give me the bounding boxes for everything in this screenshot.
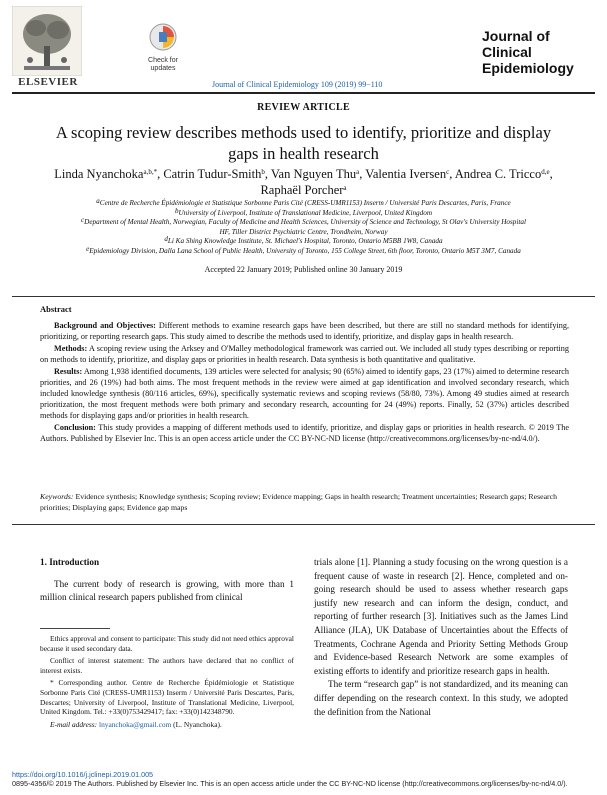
abstract-section: Conclusion: This study provides a mapping of different methods used to identify, prioritize, and display gaps or priorities in health research. © 2019 The Authors. Published by Elsevier Inc. This is an open access article under the CC BY-NC-ND license (http://creativecommons.org/licenses/by-nc-nd/4.0/).: [40, 423, 569, 443]
author-affiliation-marker[interactable]: a,b,*: [143, 168, 158, 176]
author-name[interactable]: Raphaël Porcher: [260, 183, 344, 197]
article-type: REVIEW ARTICLE: [257, 102, 350, 113]
author-affiliation-marker[interactable]: b: [261, 168, 265, 176]
author-name[interactable]: Valentia Iversen: [365, 167, 447, 181]
author-name[interactable]: Andrea C. Tricco: [454, 167, 542, 181]
affiliation-line: $^e$Epidemiology Division, Dalla Lana School of Public Health, University of Toronto, 155 College Street, 6th floor, Toronto, Ontario M5T 3M7, Canada: [86, 244, 521, 255]
check-updates-label: Check for updates: [148, 57, 178, 72]
affiliation-line: $^d$Li Ka Shing Knowledge Institute, St. Michael's Hospital, Toronto, Ontario M5BB 1W8, Canada: [164, 235, 443, 246]
author-name[interactable]: Linda Nyanchoka: [54, 167, 144, 181]
elsevier-tree-logo: [12, 6, 82, 76]
abstract-section: Methods: A scoping review using the Arksey and O'Malley methodological framework was carried out. We included all study types describing or reporting on methods to identify, prioritize, and display gaps or priorities in health research. Data synthesis is both quantitative and qualitative.: [40, 344, 569, 364]
abstract-bottom-divider: [12, 524, 595, 525]
publication-dates: Accepted 22 January 2019; Published online 30 January 2019: [204, 265, 403, 274]
abstract-body: [40, 320, 569, 445]
footnotes: [40, 634, 294, 732]
affiliation-line: $^c$Department of Mental Health, Norwegian, Faculty of Medicine and Health Sciences, University of Science and Technology, St Olav's University Hospital: [81, 216, 526, 227]
footnote-email: E-mail address: lnyanchoka@gmail.com (L. Nyanchoka).: [50, 719, 222, 729]
check-for-updates-badge[interactable]: [140, 22, 186, 73]
journal-citation[interactable]: Journal of Clinical Epidemiology 109 (2019) 99−110: [212, 80, 383, 89]
journal-title-line: Clinical: [482, 44, 532, 60]
abstract-section: Background and Objectives: Different methods to examine research gaps have been described, but there are still no standard methods for identifying, prioritizing, or reporting research gaps. This study aimed to describe the methods used to identify, prioritize, and display gaps in health research.: [40, 321, 569, 341]
author-list: Linda Nyanchoka$^{a,b,*}$, Catrin Tudur-Smith$^b$, Van Nguyen Thu$^a$, Valentia Iversen$^c$, Andrea C. Tricco$^{d,e}$, Raphaël Porcher$^a$: [54, 167, 553, 197]
affiliations: [16, 199, 591, 257]
affiliation-line: $^b$University of Liverpool, Institute of Translational Medicine, Liverpool, United Kingdom: [174, 206, 433, 217]
affiliation-line: HF, Tiller District Psychiatric Centre, Trondheim, Norway: [219, 227, 388, 236]
author-name[interactable]: Van Nguyen Thu: [270, 167, 357, 181]
author-affiliation-marker[interactable]: a: [356, 168, 360, 176]
journal-title-line: Journal of: [482, 28, 550, 44]
email-link[interactable]: lnyanchoka@gmail.com: [99, 719, 172, 729]
publisher-name: ELSEVIER: [18, 76, 78, 88]
footnote-divider: [40, 628, 110, 629]
abstract-section: Results: Among 1,938 identified documents, 139 articles were selected for analysis; 90 (65%) aimed to identify gaps, 23 (17%) aimed to determine research priorities, and 26 (19%) had both aims. The most frequent methods in the review were aimed at gap identification and involved secondary research, which included knowledge synthesis (80/116 articles, 69%), specifically systematic reviews and scoping reviews (58/80, 73%). Among 49 studies aimed at research prioritization, the most frequent methods were both primary and secondary research, accounting for 24 (49%) reports. Finally, 52 (37%) articles described methods for displaying gaps and/or priorities in health research.: [40, 367, 569, 420]
body-paragraph: The term “research gap” is not standardized, and its meaning can differ depending on the research context. In this study, we adopted the definition from the National: [314, 679, 568, 717]
abstract-heading: Abstract: [40, 304, 72, 314]
right-column: [314, 556, 568, 719]
journal-title-line: Epidemiology: [482, 60, 574, 76]
keywords-list: Evidence synthesis; Knowledge synthesis; Scoping review; Evidence mapping; Gaps in health research; Treatment uncertainties; Research gaps; Research priorities; Displaying gaps; Evidence gap maps: [40, 492, 557, 512]
keywords: [40, 492, 569, 513]
body-paragraph: trials alone [1]. Planning a study focusing on the wrong question is a frequent cause of waste in research [2]. Hence, completed and on-going research should be used to assess whether research gaps justify new research and can inform the design, conduct, and reporting of further research [3]. Initiatives such as the James Lind Alliance (JLA), UK Database of Uncertainties about the Effects of Treatments, Cochrane Agenda and Priority Setting Methods Group and Evidence-based Research Network are some examples of existing efforts to identify and prioritize research gaps in health.: [314, 557, 568, 676]
affiliation-line: $^a$Centre de Recherche Épidémiologie et Statistique Sorbonne Paris Cité (CRESS-UMR1153) Inserm / Université Paris Descartes, Paris, France: [96, 197, 511, 207]
copyright-line: 0895-4356/© 2019 The Authors. Published by Elsevier Inc. This is an open access article under the CC BY-NC-ND license (http://creativecommons.org/licenses/by-nc-nd/4.0/).: [12, 779, 568, 789]
author-affiliation-marker[interactable]: d,e: [541, 168, 550, 176]
footnote: Ethics approval and consent to participate: This study did not need ethics approval because it used secondary data.: [40, 634, 294, 653]
body-paragraph: The current body of research is growing, with more than 1 million clinical research papers published from clinical: [40, 578, 294, 603]
article-title: A scoping review describes methods used to identify, prioritize and display gaps in health research: [55, 123, 552, 163]
doi-link[interactable]: https://doi.org/10.1016/j.jclinepi.2019.01.005: [12, 770, 154, 779]
author-name[interactable]: Catrin Tudur-Smith: [163, 167, 262, 181]
journal-title: [482, 28, 582, 76]
author-affiliation-marker[interactable]: a: [343, 184, 347, 192]
keywords-label: Keywords:: [40, 492, 74, 501]
abstract-top-divider: [12, 296, 595, 297]
header-divider: [12, 92, 595, 94]
footnote: * Corresponding author. Centre de Recherche Épidémiologie et Statistique Sorbonne Paris Cité (CRESS-UMR1153) Inserm / Université Paris Descartes, Paris, Descartes; University of Liverpool, Institute of Translational Medicine, Liverpool, United Kingdom. Tel.: +33(0)753429417; fax: +33(0)142348790.: [40, 678, 294, 717]
footnote: Conflict of interest statement: The authors have declared that no conflict of interest exists.: [40, 656, 294, 675]
check-updates-icon: [148, 22, 178, 52]
page-footer: [12, 770, 595, 789]
author-affiliation-marker[interactable]: c: [446, 168, 450, 176]
left-column: [40, 556, 294, 605]
section-heading: 1. Introduction: [40, 557, 100, 567]
